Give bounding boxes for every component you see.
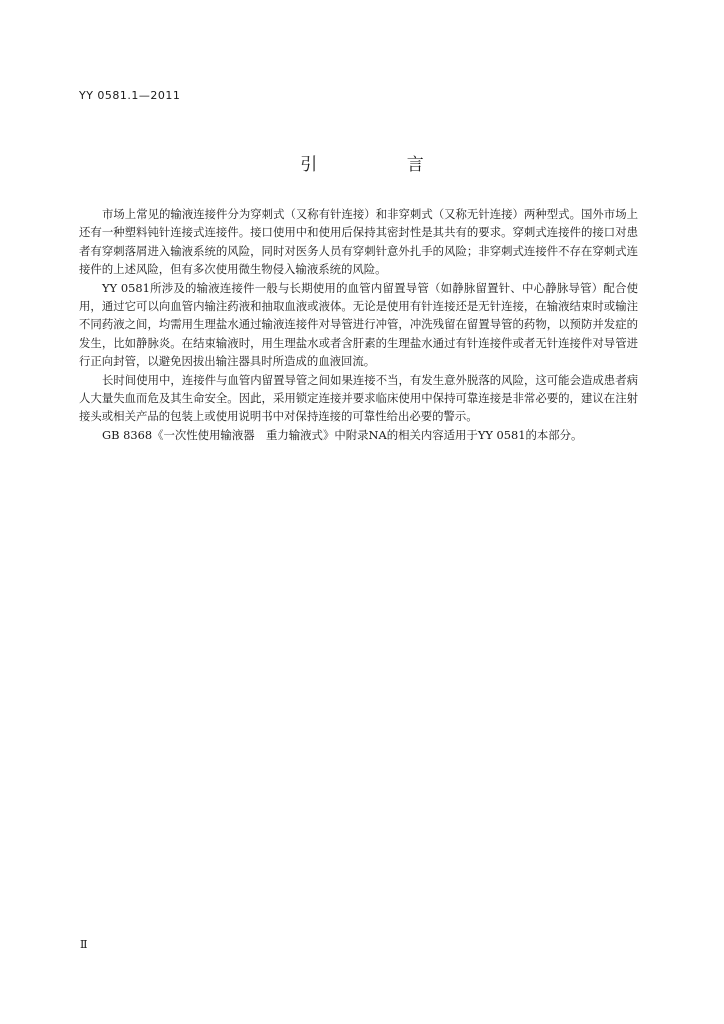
standard-number: YY 0581.1—2011 <box>79 89 181 102</box>
paragraph-usage-and-flushing: YY 0581所涉及的输液连接件一般与长期使用的血管内留置导管（如静脉留置针、中心静脉导管）配合使用，通过它可以向血管内输注药液和抽取血液或液体。无论是使用有针连接还是无针连接，在输液结束时或输注不同药液之间，均需用生理盐水通过输液连接件对导管进行冲管，冲洗残留在留置导管的药物，以预防并发症的发生，比如静脉炎。在结束输液时，用生理盐水或者含肝素的生理盐水通过有针连接件或者无针连接件对导管进行正向封管，以避免因拔出输注器具时所造成的血液回流。 <box>79 280 638 369</box>
body-text <box>79 205 638 444</box>
page-number: Ⅱ <box>80 938 88 951</box>
paragraph-locking-connection: 长时间使用中，连接件与血管内留置导管之间如果连接不当，有发生意外脱落的风险，这可能会造成患者病人大量失血而危及其生命安全。因此，采用锁定连接并要求临床使用中保持可靠连接是非常必要的，建议在注射接头或相关产品的包装上或使用说明书中对保持连接的可靠性给出必要的警示。 <box>79 372 638 424</box>
paragraph-connector-types: 市场上常见的输液连接件分为穿刺式（又称有针连接）和非穿刺式（又称无针连接）两种型式。国外市场上还有一种塑料钝针连接式连接件。接口使用中和使用后保持其密封性是其共有的要求。穿刺式连接件的接口对患者有穿刺落屑进入输液系统的风险，同时对医务人员有穿刺针意外扎手的风险；非穿刺式连接件不存在穿刺式连接件的上述风险，但有多次使用微生物侵入输液系统的风险。 <box>79 207 638 277</box>
paragraph-applicable-standard: GB 8368《一次性使用输液器 重力输液式》中附录NA的相关内容适用于YY 0581的本部分。 <box>102 427 583 442</box>
page-title: 引 言 <box>300 155 466 175</box>
